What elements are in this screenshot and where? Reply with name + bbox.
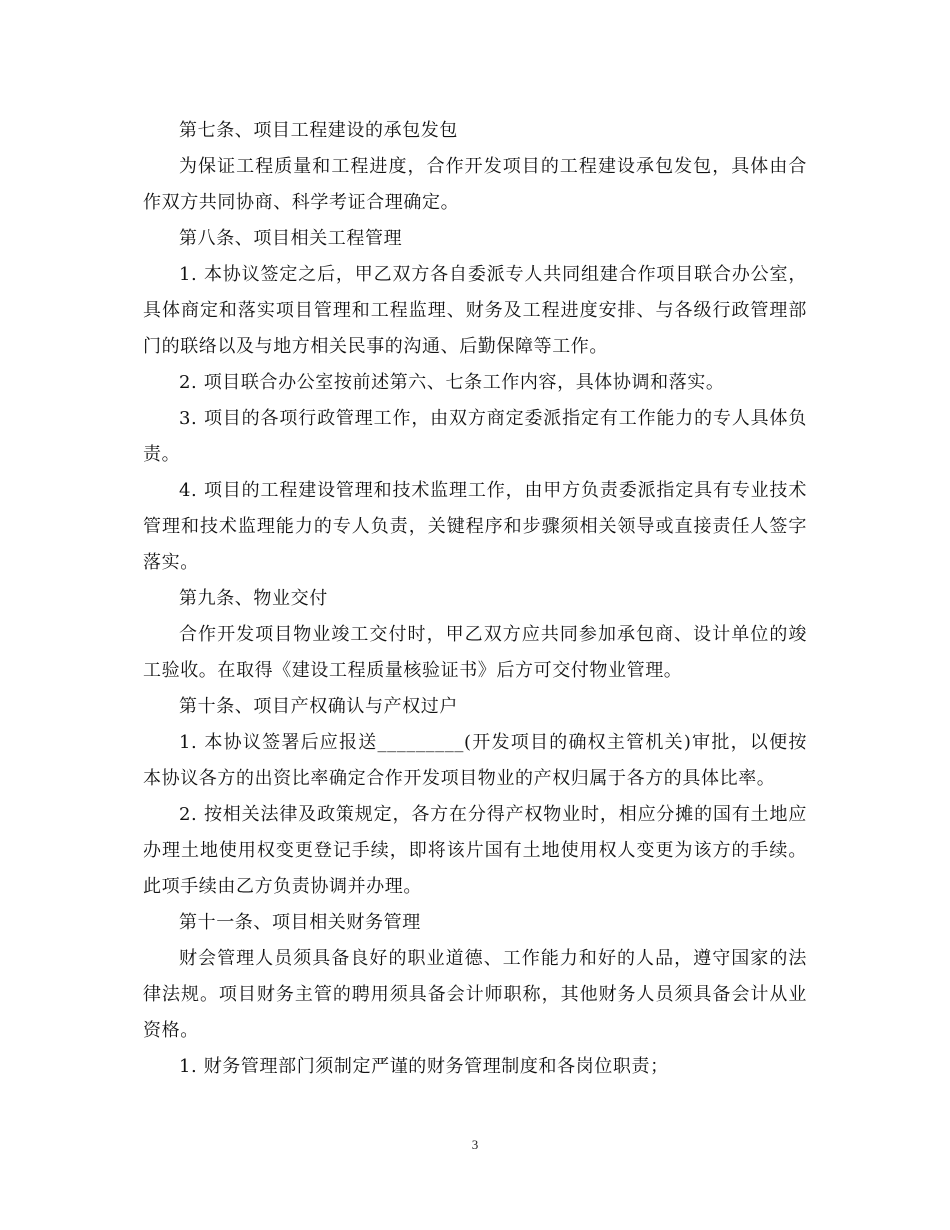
article-8-clause-4: 4. 项目的工程建设管理和技术监理工作，由甲方负责委派指定具有专业技术管理和技术监理能力的专人负责，关键程序和步骤须相关领导或直接责任人签字落实。 [143,480,807,573]
page-number: 3 [471,1137,479,1152]
article-8-heading: 第八条、项目相关工程管理 [179,228,403,249]
article-9-heading: 第九条、物业交付 [179,588,328,609]
article-11-clause-1: 1. 财务管理部门须制定严谨的财务管理制度和各岗位职责； [179,1056,669,1077]
article-11-heading: 第十一条、项目相关财务管理 [179,912,421,933]
article-8-clause-2: 2. 项目联合办公室按前述第六、七条工作内容，具体协调和落实。 [179,372,725,393]
article-10-heading: 第十条、项目产权确认与产权过户 [179,696,458,717]
article-7-text: 为保证工程质量和工程进度，合作开发项目的工程建设承包发包，具体由合作双方共同协商、科学考证合理确定。 [143,156,807,213]
article-9-text: 合作开发项目物业竣工交付时，甲乙双方应共同参加承包商、设计单位的竣工验收。在取得《建设工程质量核验证书》后方可交付物业管理。 [143,624,807,681]
article-8-clause-1: 1. 本协议签定之后，甲乙双方各自委派专人共同组建合作项目联合办公室，具体商定和落实项目管理和工程监理、财务及工程进度安排、与各级行政管理部门的联络以及与地方相关民事的沟通、后勤保障等工作。 [143,264,807,357]
article-10-clause-1: 1. 本协议签署后应报送_________(开发项目的确权主管机关)审批，以便按本协议各方的出资比率确定合作开发项目物业的产权归属于各方的具体比率。 [143,732,807,789]
article-11-text: 财会管理人员须具备良好的职业道德、工作能力和好的人品，遵守国家的法律法规。项目财务主管的聘用须具备会计师职称，其他财务人员须具备会计从业资格。 [143,948,807,1041]
article-10-clause-2: 2. 按相关法律及政策规定，各方在分得产权物业时，相应分摊的国有土地应办理土地使用权变更登记手续，即将该片国有土地使用权人变更为该方的手续。此项手续由乙方负责协调并办理。 [143,804,807,897]
article-7-heading: 第七条、项目工程建设的承包发包 [179,120,458,141]
article-8-clause-3: 3. 项目的各项行政管理工作，由双方商定委派指定有工作能力的专人具体负责。 [143,408,807,465]
document-body [143,113,807,1085]
